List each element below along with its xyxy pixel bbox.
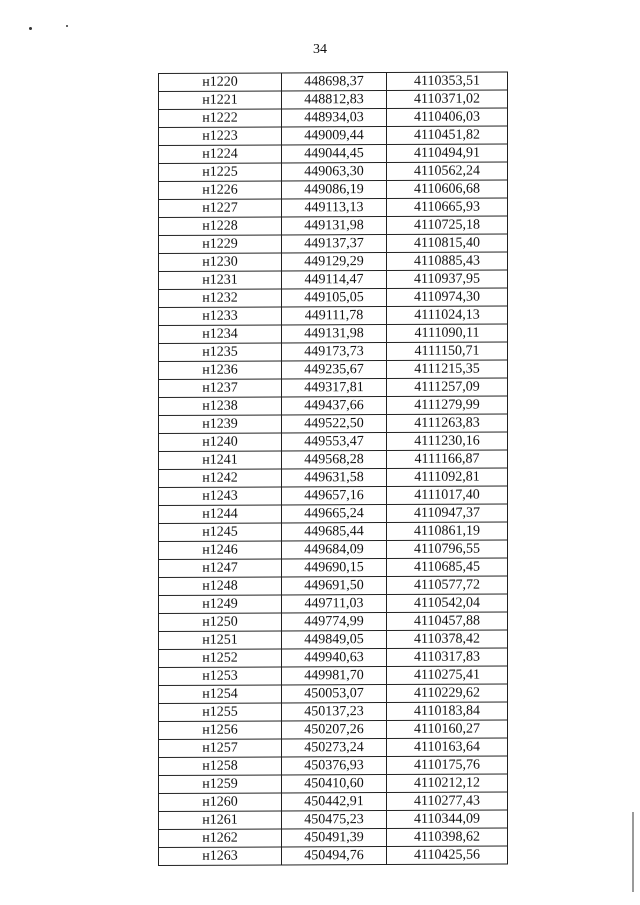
y-coordinate-cell: 4110371,02 [387, 90, 508, 109]
x-coordinate-cell: 449657,16 [282, 487, 387, 505]
point-id-cell: н1236 [159, 361, 282, 380]
point-id-cell: н1232 [159, 289, 282, 308]
x-coordinate-cell: 449235,67 [282, 361, 387, 379]
table-row [159, 180, 508, 200]
x-coordinate-cell: 449691,50 [282, 577, 387, 595]
y-coordinate-cell: 4110160,27 [387, 720, 508, 739]
y-coordinate-cell: 4111017,40 [387, 486, 508, 505]
y-coordinate-cell: 4110212,12 [387, 774, 508, 793]
x-coordinate-cell: 449684,09 [282, 541, 387, 559]
x-coordinate-cell: 450207,26 [282, 721, 387, 739]
y-coordinate-cell: 4110937,95 [387, 270, 508, 289]
table-row [159, 792, 508, 812]
table-row [159, 702, 508, 722]
x-coordinate-cell: 449114,47 [282, 271, 387, 289]
x-coordinate-cell: 449665,24 [282, 505, 387, 523]
point-id-cell: н1247 [159, 559, 282, 578]
point-id-cell: н1249 [159, 595, 282, 614]
point-id-cell: н1251 [159, 631, 282, 650]
point-id-cell: н1258 [159, 757, 282, 776]
y-coordinate-cell: 4111215,35 [387, 360, 508, 379]
x-coordinate-cell: 449137,37 [282, 235, 387, 253]
y-coordinate-cell: 4110577,72 [387, 576, 508, 595]
point-id-cell: н1224 [159, 145, 282, 164]
y-coordinate-cell: 4110163,64 [387, 738, 508, 757]
point-id-cell: н1250 [159, 613, 282, 632]
table-row [159, 486, 508, 506]
y-coordinate-cell: 4110344,09 [387, 810, 508, 829]
x-coordinate-cell: 450137,23 [282, 703, 387, 721]
point-id-cell: н1228 [159, 217, 282, 236]
point-id-cell: н1220 [159, 73, 282, 92]
point-id-cell: н1234 [159, 325, 282, 344]
table-row [159, 216, 508, 236]
y-coordinate-cell: 4110229,62 [387, 684, 508, 703]
scan-speck [29, 27, 32, 30]
point-id-cell: н1254 [159, 685, 282, 704]
y-coordinate-cell: 4110425,56 [387, 846, 508, 865]
y-coordinate-cell: 4110885,43 [387, 252, 508, 271]
table-row [159, 630, 508, 650]
y-coordinate-cell: 4110665,93 [387, 198, 508, 217]
x-coordinate-cell: 449553,47 [282, 433, 387, 451]
point-id-cell: н1255 [159, 703, 282, 722]
table-row [159, 414, 508, 434]
table-row [159, 774, 508, 794]
table-row [159, 198, 508, 218]
y-coordinate-cell: 4110275,41 [387, 666, 508, 685]
y-coordinate-cell: 4111150,71 [387, 342, 508, 361]
x-coordinate-cell: 450376,93 [282, 757, 387, 775]
y-coordinate-cell: 4111230,16 [387, 432, 508, 451]
y-coordinate-cell: 4110685,45 [387, 558, 508, 577]
y-coordinate-cell: 4111263,83 [387, 414, 508, 433]
x-coordinate-cell: 449105,05 [282, 289, 387, 307]
y-coordinate-cell: 4110974,30 [387, 288, 508, 307]
table-row [159, 504, 508, 524]
point-id-cell: н1262 [159, 829, 282, 848]
table-row [159, 162, 508, 182]
point-id-cell: н1222 [159, 109, 282, 128]
y-coordinate-cell: 4110796,55 [387, 540, 508, 559]
y-coordinate-cell: 4111024,13 [387, 306, 508, 325]
x-coordinate-cell: 448812,83 [282, 91, 387, 109]
table-row [159, 90, 508, 110]
x-coordinate-cell: 450494,76 [282, 847, 387, 865]
table-row [159, 612, 508, 632]
table-row [159, 288, 508, 308]
x-coordinate-cell: 450475,23 [282, 811, 387, 829]
point-id-cell: н1233 [159, 307, 282, 326]
x-coordinate-cell: 450491,39 [282, 829, 387, 847]
point-id-cell: н1242 [159, 469, 282, 488]
y-coordinate-cell: 4110175,76 [387, 756, 508, 775]
table-row [159, 108, 508, 128]
table-row [159, 468, 508, 488]
x-coordinate-cell: 449086,19 [282, 181, 387, 199]
x-coordinate-cell: 449009,44 [282, 127, 387, 145]
x-coordinate-cell: 450410,60 [282, 775, 387, 793]
table-row [159, 378, 508, 398]
x-coordinate-cell: 449131,98 [282, 217, 387, 235]
x-coordinate-cell: 449173,73 [282, 343, 387, 361]
point-id-cell: н1253 [159, 667, 282, 686]
y-coordinate-cell: 4111166,87 [387, 450, 508, 469]
point-id-cell: н1256 [159, 721, 282, 740]
y-coordinate-cell: 4110457,88 [387, 612, 508, 631]
table-row [159, 324, 508, 344]
x-coordinate-cell: 449131,98 [282, 325, 387, 343]
point-id-cell: н1229 [159, 235, 282, 254]
x-coordinate-cell: 450273,24 [282, 739, 387, 757]
y-coordinate-cell: 4110378,42 [387, 630, 508, 649]
table-row [159, 666, 508, 686]
y-coordinate-cell: 4110725,18 [387, 216, 508, 235]
table-row [159, 342, 508, 362]
point-id-cell: н1259 [159, 775, 282, 794]
table-row [159, 450, 508, 470]
table-row [159, 522, 508, 542]
x-coordinate-cell: 450053,07 [282, 685, 387, 703]
table-row [159, 126, 508, 146]
point-id-cell: н1227 [159, 199, 282, 218]
x-coordinate-cell: 449113,13 [282, 199, 387, 217]
point-id-cell: н1238 [159, 397, 282, 416]
point-id-cell: н1245 [159, 523, 282, 542]
x-coordinate-cell: 449568,28 [282, 451, 387, 469]
x-coordinate-cell: 449063,30 [282, 163, 387, 181]
table-row [159, 576, 508, 596]
y-coordinate-cell: 4110947,37 [387, 504, 508, 523]
x-coordinate-cell: 450442,91 [282, 793, 387, 811]
point-id-cell: н1223 [159, 127, 282, 146]
y-coordinate-cell: 4110815,40 [387, 234, 508, 253]
scan-speck [66, 25, 68, 27]
x-coordinate-cell: 449940,63 [282, 649, 387, 667]
table-row [159, 360, 508, 380]
y-coordinate-cell: 4111092,81 [387, 468, 508, 487]
table-row [159, 720, 508, 740]
y-coordinate-cell: 4111257,09 [387, 378, 508, 397]
point-id-cell: н1240 [159, 433, 282, 452]
point-id-cell: н1231 [159, 271, 282, 290]
x-coordinate-cell: 449849,05 [282, 631, 387, 649]
x-coordinate-cell: 449981,70 [282, 667, 387, 685]
table-row [159, 558, 508, 578]
x-coordinate-cell: 449044,45 [282, 145, 387, 163]
y-coordinate-cell: 4110277,43 [387, 792, 508, 811]
table-row [159, 72, 508, 92]
coordinates-table-body [159, 72, 508, 866]
point-id-cell: н1225 [159, 163, 282, 182]
y-coordinate-cell: 4110451,82 [387, 126, 508, 145]
table-row [159, 684, 508, 704]
point-id-cell: н1235 [159, 343, 282, 362]
point-id-cell: н1248 [159, 577, 282, 596]
point-id-cell: н1257 [159, 739, 282, 758]
y-coordinate-cell: 4110406,03 [387, 108, 508, 127]
table-row [159, 306, 508, 326]
point-id-cell: н1230 [159, 253, 282, 272]
point-id-cell: н1237 [159, 379, 282, 398]
point-id-cell: н1241 [159, 451, 282, 470]
y-coordinate-cell: 4110317,83 [387, 648, 508, 667]
scan-edge-mark [632, 812, 634, 892]
x-coordinate-cell: 449522,50 [282, 415, 387, 433]
point-id-cell: н1226 [159, 181, 282, 200]
x-coordinate-cell: 449437,66 [282, 397, 387, 415]
y-coordinate-cell: 4110398,62 [387, 828, 508, 847]
x-coordinate-cell: 448698,37 [282, 73, 387, 91]
x-coordinate-cell: 449685,44 [282, 523, 387, 541]
table-row [159, 828, 508, 848]
point-id-cell: н1260 [159, 793, 282, 812]
table-row [159, 396, 508, 416]
y-coordinate-cell: 4111090,11 [387, 324, 508, 343]
table-row [159, 648, 508, 668]
y-coordinate-cell: 4110606,68 [387, 180, 508, 199]
x-coordinate-cell: 449317,81 [282, 379, 387, 397]
point-id-cell: н1244 [159, 505, 282, 524]
y-coordinate-cell: 4110494,91 [387, 144, 508, 163]
point-id-cell: н1243 [159, 487, 282, 506]
table-row [159, 738, 508, 758]
y-coordinate-cell: 4110861,19 [387, 522, 508, 541]
x-coordinate-cell: 449129,29 [282, 253, 387, 271]
y-coordinate-cell: 4110542,04 [387, 594, 508, 613]
table-row [159, 270, 508, 290]
point-id-cell: н1221 [159, 91, 282, 110]
x-coordinate-cell: 449690,15 [282, 559, 387, 577]
x-coordinate-cell: 449711,03 [282, 595, 387, 613]
table-row [159, 540, 508, 560]
y-coordinate-cell: 4110183,84 [387, 702, 508, 721]
table-row [159, 756, 508, 776]
x-coordinate-cell: 449111,78 [282, 307, 387, 325]
point-id-cell: н1246 [159, 541, 282, 560]
table-row [159, 846, 508, 866]
table-row [159, 234, 508, 254]
x-coordinate-cell: 449631,58 [282, 469, 387, 487]
page-number: 34 [313, 42, 327, 57]
y-coordinate-cell: 4111279,99 [387, 396, 508, 415]
y-coordinate-cell: 4110562,24 [387, 162, 508, 181]
point-id-cell: н1263 [159, 847, 282, 866]
point-id-cell: н1261 [159, 811, 282, 830]
x-coordinate-cell: 449774,99 [282, 613, 387, 631]
coordinates-table [158, 71, 508, 866]
table-row [159, 594, 508, 614]
point-id-cell: н1239 [159, 415, 282, 434]
x-coordinate-cell: 448934,03 [282, 109, 387, 127]
table-row [159, 432, 508, 452]
point-id-cell: н1252 [159, 649, 282, 668]
table-row [159, 252, 508, 272]
table-row [159, 144, 508, 164]
y-coordinate-cell: 4110353,51 [387, 72, 508, 91]
table-row [159, 810, 508, 830]
